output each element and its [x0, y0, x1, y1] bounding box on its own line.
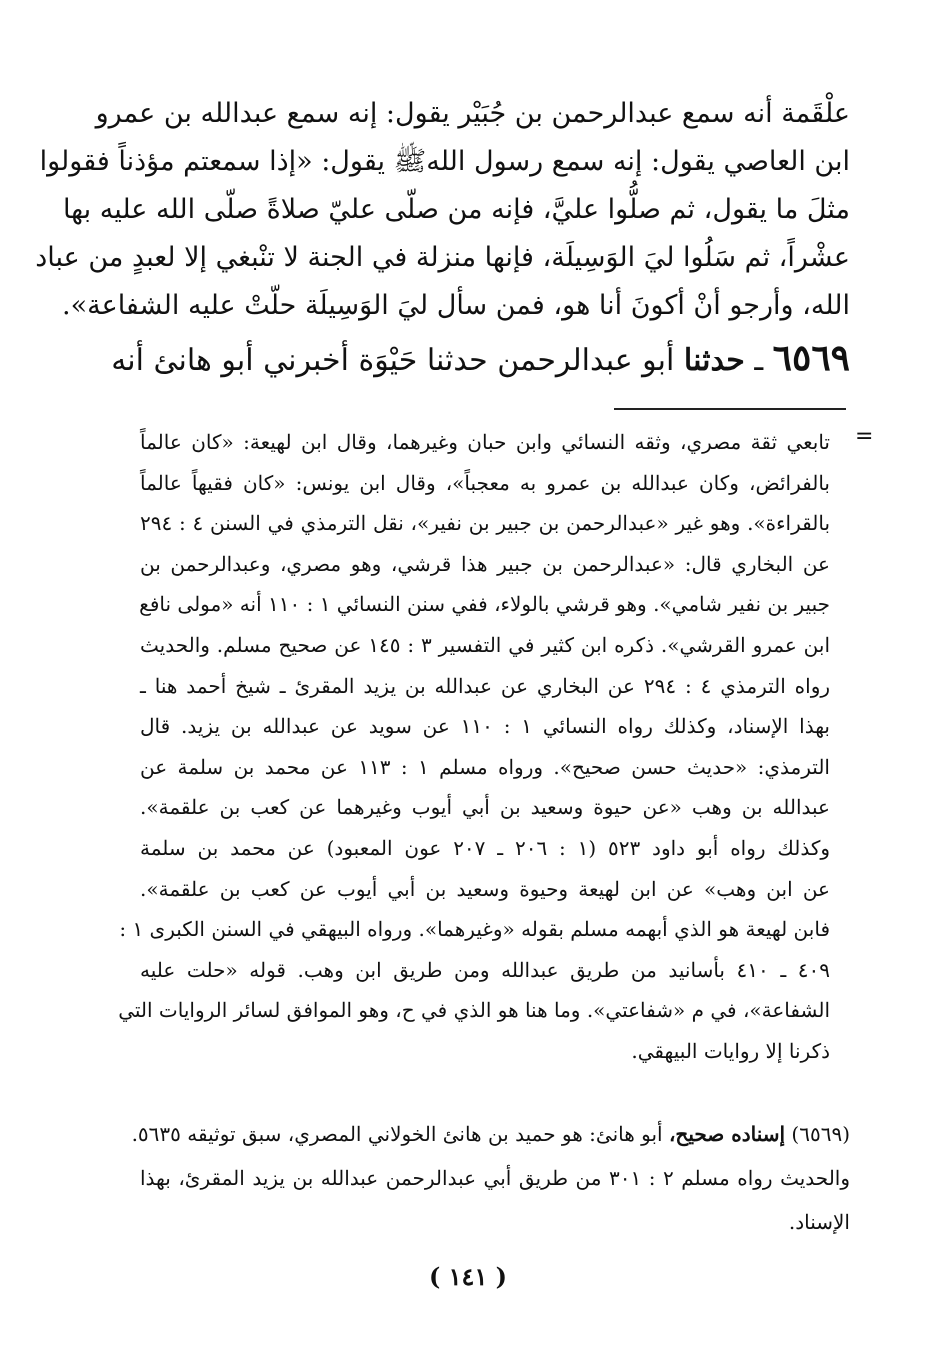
hadith-number: ٦٥٦٩	[772, 337, 850, 379]
note-line: ذكرنا إلا روايات البيهقي.	[631, 1038, 830, 1063]
hadith-text: أبو عبدالرحمن حدثنا حَيْوَة أخبرني أبو هانئ أنه	[111, 343, 675, 378]
footnotes-continued	[118, 422, 831, 1072]
note2-line-1	[131, 1112, 850, 1156]
continuation-marker: =	[855, 424, 874, 449]
body-line: ابن العاصي يقول: إنه سمع رسول اللهﷺ يقول: «إذا سمعتم مؤذناً فقولوا	[39, 146, 850, 177]
note-line: بهذا الإسناد، وكذلك رواه النسائي ١ : ١١٠ عن سويد عن عبدالله بن يزيد. قال	[140, 714, 830, 739]
hadith-dash: ـ	[754, 343, 764, 378]
note-line: بالقراءة». وهو غير «عبدالرحمن بن جبير بن نفير»، نقل الترمذي في السنن ٤ : ٢٩٤	[140, 511, 831, 536]
note-line: الترمذي: «حديث حسن صحيح». ورواه مسلم ١ : ١١٣ عن محمد بن سلمة عن	[140, 754, 830, 779]
footnote-separator	[614, 408, 846, 410]
hadith-heading	[111, 330, 850, 389]
body-line: علْقَمة أنه سمع عبدالرحمن بن جُبَيْر يقول: إنه سمع عبدالله بن عمرو	[95, 98, 850, 129]
hadith-keyword: حدثنا	[683, 343, 745, 378]
note-line: جبير بن نفير شامي». وهو قرشي بالولاء، ففي سنن النسائي ١ : ١١٠ أنه «مولى نافع	[139, 592, 830, 617]
footnote-6569	[131, 1112, 851, 1244]
note-line: الشفاعة»، في م «شفاعتي». وما هنا هو الذي في ح، وهو الموافق لسائر الروايات التي	[118, 998, 830, 1023]
note-line: عن البخاري قال: «عبدالرحمن بن جبير هذا قرشي، وهو مصري، وعبدالرحمن بن	[140, 551, 830, 576]
note2-keyword: إسناده صحيح،	[668, 1122, 786, 1146]
body-line: عشْراً، ثم سَلُوا ليَ الوَسِيلَة، فإنها منزلة في الجنة لا تنْبغي إلا لعبدٍ من عباد	[35, 242, 850, 273]
note-line: بالفرائض، وكان عبدالله بن عمرو به معجباً»، وقال ابن يونس: «كان فقيهاً عالماً	[140, 470, 830, 495]
note-line: ابن عمرو القرشي». ذكره ابن كثير في التفسير ٣ : ١٤٥ عن صحيح مسلم. والحديث	[140, 632, 830, 657]
body-line: الله، وأرجو أنْ أكونَ أنا هو، فمن سأل ليَ الوَسِيلَة حلّتْ عليه الشفاعة».	[62, 290, 850, 321]
note-line: وكذلك رواه أبو داود ٥٢٣ (١ : ٢٠٦ ـ ٢٠٧ عون المعبود) عن محمد بن سلمة	[140, 835, 831, 860]
hadith-body-text	[35, 90, 850, 330]
note2-text: أبو هانئ: هو حميد بن هانئ الخولاني المصري، سبق توثيقه ٥٦٣٥.	[131, 1122, 663, 1146]
note-line: ٤٠٩ ـ ٤١٠ بأسانيد من طريق عبدالله ومن طريق ابن وهب. قوله «حلت عليه	[140, 957, 830, 982]
note2-line-2: والحديث رواه مسلم ٢ : ٣٠١ من طريق أبي عبدالرحمن عبدالله بن يزيد المقرئ، بهذا	[140, 1166, 851, 1190]
note-line: عبدالله بن وهب «عن حيوة وسعيد بن أبي أيوب وغيرهما عن كعب بن علقمة».	[140, 795, 830, 820]
note-line: فابن لهيعة هو الذي أبهمه مسلم بقوله «وغيرهما». ورواه البيهقي في السنن الكبرى ١ :	[119, 917, 830, 942]
note-line: عن ابن وهب» عن ابن لهيعة وحيوة وسعيد بن أبي أيوب عن كعب بن علقمة».	[140, 876, 830, 901]
note2-line-3: الإسناد.	[788, 1210, 850, 1234]
page-number: ( ١٤١ )	[428, 1262, 508, 1291]
body-line: مثلَ ما يقول، ثم صلُّوا عليَّ، فإنه من صلّى عليّ صلاةً صلّى الله عليه بها	[62, 194, 850, 225]
note2-ref: (٦٥٦٩)	[791, 1122, 850, 1146]
note-line: تابعي ثقة مصري، وثقه النسائي وابن حبان وغيرهما، وقال ابن لهيعة: «كان عالماً	[140, 430, 830, 454]
note-line: رواه الترمذي ٤ : ٢٩٤ عن البخاري عن عبدالله بن يزيد المقرئ ـ شيخ أحمد هنا ـ	[140, 673, 831, 698]
